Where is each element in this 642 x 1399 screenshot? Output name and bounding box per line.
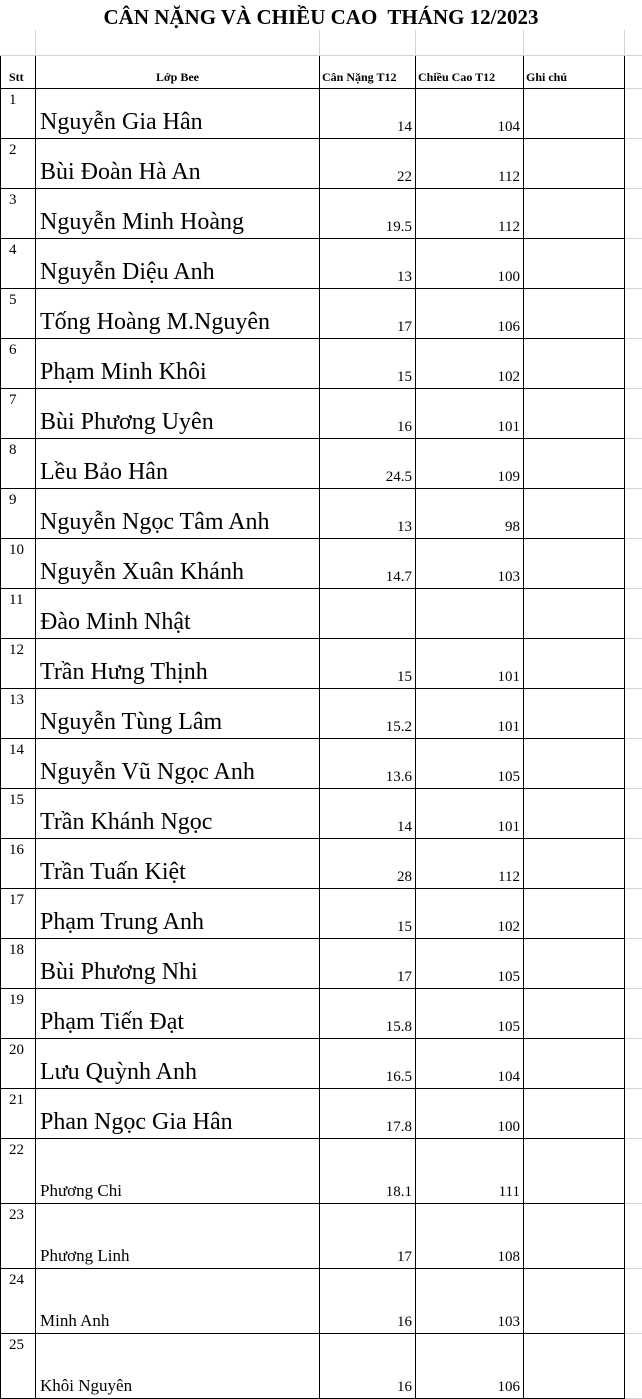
stt-cell[interactable]: [1, 1089, 36, 1139]
table-row: [1, 439, 642, 489]
cell[interactable]: [625, 639, 642, 689]
name-cell[interactable]: [36, 689, 320, 739]
stt-cell-text: 22: [9, 1142, 24, 1159]
cell[interactable]: [625, 389, 642, 439]
height-cell-text: 101: [498, 419, 521, 436]
note-cell[interactable]: [524, 589, 625, 639]
height-cell-text: 102: [498, 369, 521, 386]
stt-cell-text: 5: [9, 292, 17, 309]
name-cell[interactable]: [36, 139, 320, 189]
height-cell-text: 98: [505, 519, 520, 536]
height-cell-text: 112: [498, 219, 520, 236]
stt-cell[interactable]: [1, 1039, 36, 1089]
stt-cell-text: 19: [9, 992, 24, 1009]
weight-cell[interactable]: [320, 189, 416, 239]
height-cell-text: 105: [498, 969, 521, 986]
name-cell-text: Nguyễn Xuân Khánh: [40, 559, 244, 586]
stt-cell-text: 3: [9, 192, 17, 209]
height-cell-text: 105: [498, 769, 521, 786]
cell[interactable]: [625, 239, 642, 289]
note-cell[interactable]: [524, 839, 625, 889]
header-height-label: Chiều Cao T12: [418, 70, 495, 85]
table-row: [1, 1089, 642, 1139]
weight-cell-text: 13: [397, 269, 412, 286]
weight-cell-text: 17: [397, 969, 412, 986]
note-cell[interactable]: [524, 389, 625, 439]
cell[interactable]: [625, 989, 642, 1039]
weight-cell[interactable]: [320, 539, 416, 589]
cell[interactable]: [625, 789, 642, 839]
height-cell-text: 112: [498, 869, 520, 886]
stt-cell[interactable]: [1, 89, 36, 139]
name-cell-text: Đào Minh Nhật: [40, 609, 191, 636]
weight-cell-text: 24.5: [386, 469, 412, 486]
blank-row: [1, 30, 642, 56]
stt-cell-text: 8: [9, 442, 17, 459]
table-row: [1, 1204, 642, 1269]
header-row: [1, 56, 642, 89]
name-cell[interactable]: [36, 339, 320, 389]
name-cell-text: Phan Ngọc Gia Hân: [40, 1109, 233, 1136]
weight-cell[interactable]: [320, 639, 416, 689]
cell[interactable]: [625, 289, 642, 339]
cell[interactable]: [625, 839, 642, 889]
data-table: [0, 30, 642, 1399]
name-cell[interactable]: [36, 939, 320, 989]
note-cell[interactable]: [524, 489, 625, 539]
name-cell[interactable]: [36, 389, 320, 439]
cell[interactable]: [625, 689, 642, 739]
height-cell[interactable]: [416, 389, 524, 439]
weight-cell[interactable]: [320, 1139, 416, 1204]
stt-cell[interactable]: [1, 1204, 36, 1269]
cell[interactable]: [524, 30, 625, 56]
name-cell[interactable]: [36, 189, 320, 239]
stt-cell[interactable]: [1, 989, 36, 1039]
weight-cell-text: 17: [397, 1249, 412, 1266]
stt-cell-text: 21: [9, 1092, 24, 1109]
height-cell[interactable]: [416, 489, 524, 539]
weight-cell[interactable]: [320, 989, 416, 1039]
name-cell-text: Phạm Tiến Đạt: [40, 1009, 184, 1036]
header-name[interactable]: [36, 56, 320, 89]
height-cell[interactable]: [416, 639, 524, 689]
note-cell[interactable]: [524, 139, 625, 189]
weight-cell-text: 14: [397, 119, 412, 136]
header-stt-label: Stt: [9, 70, 24, 85]
stt-cell[interactable]: [1, 339, 36, 389]
height-cell-text: 112: [498, 169, 520, 186]
stt-cell-text: 15: [9, 792, 24, 809]
stt-cell[interactable]: [1, 389, 36, 439]
height-cell[interactable]: [416, 589, 524, 639]
table-row: [1, 239, 642, 289]
stt-cell[interactable]: [1, 739, 36, 789]
cell[interactable]: [625, 1139, 642, 1204]
table-row: [1, 589, 642, 639]
height-cell-text: 101: [498, 819, 521, 836]
weight-cell-text: 13: [397, 519, 412, 536]
height-cell-text: 101: [498, 669, 521, 686]
height-cell[interactable]: [416, 1089, 524, 1139]
note-cell[interactable]: [524, 1139, 625, 1204]
note-cell[interactable]: [524, 239, 625, 289]
weight-cell-text: 14: [397, 819, 412, 836]
cell[interactable]: [625, 539, 642, 589]
cell[interactable]: [625, 339, 642, 389]
name-cell-text: Nguyễn Minh Hoàng: [40, 209, 244, 236]
table-row: [1, 789, 642, 839]
cell[interactable]: [625, 889, 642, 939]
table-row: [1, 539, 642, 589]
weight-cell-text: 17: [397, 319, 412, 336]
note-cell[interactable]: [524, 1089, 625, 1139]
stt-cell-text: 9: [9, 492, 17, 509]
stt-cell[interactable]: [1, 1269, 36, 1334]
height-cell-text: 100: [498, 269, 521, 286]
table-row: [1, 289, 642, 339]
table-row: [1, 889, 642, 939]
weight-cell-text: 13.6: [386, 769, 412, 786]
height-cell[interactable]: [416, 889, 524, 939]
height-cell-text: 101: [498, 719, 521, 736]
height-cell[interactable]: [416, 1334, 524, 1399]
name-cell[interactable]: [36, 739, 320, 789]
table-row: [1, 339, 642, 389]
height-cell[interactable]: [416, 189, 524, 239]
stt-cell[interactable]: [1, 589, 36, 639]
note-cell[interactable]: [524, 1334, 625, 1399]
height-cell[interactable]: [416, 1039, 524, 1089]
name-cell[interactable]: [36, 439, 320, 489]
stt-cell-text: 1: [9, 92, 17, 109]
height-cell[interactable]: [416, 339, 524, 389]
header-weight-label: Cân Nặng T12: [322, 70, 396, 85]
table-row: [1, 939, 642, 989]
name-cell-text: Phương Linh: [40, 1246, 130, 1266]
weight-cell-text: 18.1: [386, 1184, 412, 1201]
stt-cell[interactable]: [1, 839, 36, 889]
weight-cell[interactable]: [320, 239, 416, 289]
weight-cell[interactable]: [320, 939, 416, 989]
weight-cell[interactable]: [320, 439, 416, 489]
name-cell[interactable]: [36, 789, 320, 839]
stt-cell-text: 2: [9, 142, 17, 159]
name-cell-text: Lều Bảo Hân: [40, 459, 168, 486]
name-cell-text: Khôi Nguyên: [40, 1376, 132, 1396]
cell[interactable]: [625, 1204, 642, 1269]
cell[interactable]: [625, 1039, 642, 1089]
height-cell[interactable]: [416, 139, 524, 189]
cell[interactable]: [625, 939, 642, 989]
name-cell[interactable]: [36, 1039, 320, 1089]
name-cell[interactable]: [36, 1139, 320, 1204]
stt-cell-text: 16: [9, 842, 24, 859]
weight-cell[interactable]: [320, 739, 416, 789]
stt-cell[interactable]: [1, 289, 36, 339]
name-cell-text: Bùi Phương Nhi: [40, 959, 198, 986]
table-row: [1, 139, 642, 189]
name-cell-text: Tống Hoàng M.Nguyên: [40, 309, 270, 336]
stt-cell[interactable]: [1, 489, 36, 539]
note-cell[interactable]: [524, 1204, 625, 1269]
table-row: [1, 1039, 642, 1089]
weight-cell[interactable]: [320, 489, 416, 539]
stt-cell-text: 14: [9, 742, 24, 759]
weight-cell[interactable]: [320, 839, 416, 889]
stt-cell[interactable]: [1, 1139, 36, 1204]
stt-cell[interactable]: [1, 239, 36, 289]
height-cell[interactable]: [416, 439, 524, 489]
cell[interactable]: [625, 489, 642, 539]
name-cell-text: Bùi Đoàn Hà An: [40, 159, 201, 186]
name-cell[interactable]: [36, 1269, 320, 1334]
table-row: [1, 1269, 642, 1334]
weight-cell-text: 16: [397, 419, 412, 436]
note-cell[interactable]: [524, 439, 625, 489]
height-cell[interactable]: [416, 989, 524, 1039]
stt-cell[interactable]: [1, 689, 36, 739]
stt-cell-text: 10: [9, 542, 24, 559]
note-cell[interactable]: [524, 639, 625, 689]
name-cell-text: Trần Khánh Ngọc: [40, 809, 212, 836]
name-cell-text: Nguyễn Vũ Ngọc Anh: [40, 759, 255, 786]
height-cell-text: 111: [499, 1184, 520, 1201]
stt-cell-text: 23: [9, 1207, 24, 1224]
header-note-label: Ghi chú: [526, 70, 567, 85]
stt-cell-text: 20: [9, 1042, 24, 1059]
height-cell[interactable]: [416, 239, 524, 289]
cell[interactable]: [625, 439, 642, 489]
sheet-title: CÂN NẶNG VÀ CHIỀU CAO THÁNG 12/2023: [0, 0, 642, 32]
weight-cell[interactable]: [320, 389, 416, 439]
note-cell[interactable]: [524, 989, 625, 1039]
name-cell[interactable]: [36, 639, 320, 689]
header-weight[interactable]: [320, 56, 416, 89]
weight-cell[interactable]: [320, 589, 416, 639]
header-stt[interactable]: [1, 56, 36, 89]
name-cell[interactable]: [36, 289, 320, 339]
weight-cell[interactable]: [320, 1334, 416, 1399]
name-cell-text: Minh Anh: [40, 1311, 109, 1331]
table-row: [1, 639, 642, 689]
header-height[interactable]: [416, 56, 524, 89]
cell[interactable]: [625, 1269, 642, 1334]
name-cell-text: Nguyễn Tùng Lâm: [40, 709, 222, 736]
stt-cell-text: 24: [9, 1272, 24, 1289]
height-cell[interactable]: [416, 839, 524, 889]
cell[interactable]: [625, 1089, 642, 1139]
cell[interactable]: [625, 89, 642, 139]
cell[interactable]: [625, 30, 642, 56]
name-cell-text: Phạm Minh Khôi: [40, 359, 207, 386]
note-cell[interactable]: [524, 189, 625, 239]
name-cell[interactable]: [36, 89, 320, 139]
table-row: [1, 689, 642, 739]
cell[interactable]: [625, 56, 642, 89]
height-cell[interactable]: [416, 1139, 524, 1204]
height-cell-text: 100: [498, 1119, 521, 1136]
stt-cell-text: 7: [9, 392, 17, 409]
stt-cell[interactable]: [1, 139, 36, 189]
name-cell[interactable]: [36, 1204, 320, 1269]
note-cell[interactable]: [524, 789, 625, 839]
cell[interactable]: [625, 189, 642, 239]
note-cell[interactable]: [524, 939, 625, 989]
stt-cell-text: 13: [9, 692, 24, 709]
weight-cell[interactable]: [320, 1204, 416, 1269]
name-cell[interactable]: [36, 489, 320, 539]
weight-cell-text: 16: [397, 1314, 412, 1331]
height-cell[interactable]: [416, 789, 524, 839]
height-cell-text: 104: [498, 119, 521, 136]
note-cell[interactable]: [524, 289, 625, 339]
weight-cell[interactable]: [320, 1089, 416, 1139]
table-row: [1, 989, 642, 1039]
height-cell[interactable]: [416, 289, 524, 339]
weight-cell[interactable]: [320, 339, 416, 389]
name-cell[interactable]: [36, 1334, 320, 1399]
stt-cell[interactable]: [1, 439, 36, 489]
table-row: [1, 739, 642, 789]
stt-cell[interactable]: [1, 789, 36, 839]
height-cell-text: 104: [498, 1069, 521, 1086]
weight-cell-text: 22: [397, 169, 412, 186]
stt-cell[interactable]: [1, 1334, 36, 1399]
name-cell[interactable]: [36, 839, 320, 889]
height-cell-text: 108: [498, 1249, 521, 1266]
weight-cell[interactable]: [320, 1039, 416, 1089]
weight-cell-text: 15: [397, 669, 412, 686]
name-cell[interactable]: [36, 589, 320, 639]
height-cell-text: 103: [498, 569, 521, 586]
weight-cell[interactable]: [320, 1269, 416, 1334]
height-cell[interactable]: [416, 1269, 524, 1334]
table-row: [1, 489, 642, 539]
name-cell[interactable]: [36, 539, 320, 589]
stt-cell[interactable]: [1, 939, 36, 989]
note-cell[interactable]: [524, 339, 625, 389]
weight-cell-text: 16.5: [386, 1069, 412, 1086]
stt-cell-text: 17: [9, 892, 24, 909]
cell[interactable]: [625, 1334, 642, 1399]
stt-cell-text: 6: [9, 342, 17, 359]
name-cell-text: Bùi Phương Uyên: [40, 409, 214, 436]
weight-cell-text: 15.2: [386, 719, 412, 736]
name-cell-text: Phạm Trung Anh: [40, 909, 204, 936]
stt-cell-text: 25: [9, 1337, 24, 1354]
cell[interactable]: [320, 30, 416, 56]
height-cell-text: 109: [498, 469, 521, 486]
name-cell-text: Trần Hưng Thịnh: [40, 659, 208, 686]
table-row: [1, 1334, 642, 1399]
name-cell-text: Lưu Quỳnh Anh: [40, 1059, 197, 1086]
height-cell[interactable]: [416, 1204, 524, 1269]
note-cell[interactable]: [524, 739, 625, 789]
note-cell[interactable]: [524, 1269, 625, 1334]
name-cell-text: Nguyễn Ngọc Tâm Anh: [40, 509, 270, 536]
name-cell-text: Trần Tuấn Kiệt: [40, 859, 186, 886]
weight-cell-text: 15: [397, 919, 412, 936]
table-row: [1, 89, 642, 139]
cell[interactable]: [625, 739, 642, 789]
weight-cell-text: 28: [397, 869, 412, 886]
name-cell[interactable]: [36, 889, 320, 939]
weight-cell[interactable]: [320, 139, 416, 189]
cell[interactable]: [625, 589, 642, 639]
stt-cell[interactable]: [1, 889, 36, 939]
note-cell[interactable]: [524, 539, 625, 589]
height-cell[interactable]: [416, 689, 524, 739]
height-cell-text: 105: [498, 1019, 521, 1036]
weight-cell-text: 17.8: [386, 1119, 412, 1136]
stt-cell[interactable]: [1, 539, 36, 589]
stt-cell[interactable]: [1, 639, 36, 689]
name-cell-text: Nguyễn Gia Hân: [40, 109, 203, 136]
note-cell[interactable]: [524, 689, 625, 739]
height-cell-text: 106: [498, 1379, 521, 1396]
weight-cell[interactable]: [320, 889, 416, 939]
stt-cell-text: 12: [9, 642, 24, 659]
height-cell-text: 102: [498, 919, 521, 936]
header-name-label: Lớp Bee: [36, 70, 319, 85]
height-cell[interactable]: [416, 89, 524, 139]
weight-cell-text: 14.7: [386, 569, 412, 586]
height-cell[interactable]: [416, 739, 524, 789]
stt-cell-text: 4: [9, 242, 17, 259]
cell[interactable]: [36, 30, 320, 56]
note-cell[interactable]: [524, 89, 625, 139]
name-cell[interactable]: [36, 989, 320, 1039]
note-cell[interactable]: [524, 1039, 625, 1089]
weight-cell-text: 16: [397, 1379, 412, 1396]
table-row: [1, 1139, 642, 1204]
table-row: [1, 189, 642, 239]
height-cell[interactable]: [416, 939, 524, 989]
cell[interactable]: [416, 30, 524, 56]
height-cell[interactable]: [416, 539, 524, 589]
stt-cell[interactable]: [1, 189, 36, 239]
weight-cell-text: 15: [397, 369, 412, 386]
stt-cell-text: 18: [9, 942, 24, 959]
name-cell-text: Phương Chi: [40, 1181, 122, 1201]
height-cell-text: 106: [498, 319, 521, 336]
note-cell[interactable]: [524, 889, 625, 939]
name-cell[interactable]: [36, 239, 320, 289]
weight-cell-text: 19.5: [386, 219, 412, 236]
weight-cell[interactable]: [320, 289, 416, 339]
header-note[interactable]: [524, 56, 625, 89]
weight-cell-text: 15.8: [386, 1019, 412, 1036]
name-cell[interactable]: [36, 1089, 320, 1139]
table-row: [1, 389, 642, 439]
cell[interactable]: [1, 30, 36, 56]
cell[interactable]: [625, 139, 642, 189]
height-cell-text: 103: [498, 1314, 521, 1331]
stt-cell-text: 11: [9, 592, 23, 609]
weight-cell[interactable]: [320, 689, 416, 739]
name-cell-text: Nguyễn Diệu Anh: [40, 259, 215, 286]
weight-cell[interactable]: [320, 89, 416, 139]
table-row: [1, 839, 642, 889]
weight-cell[interactable]: [320, 789, 416, 839]
